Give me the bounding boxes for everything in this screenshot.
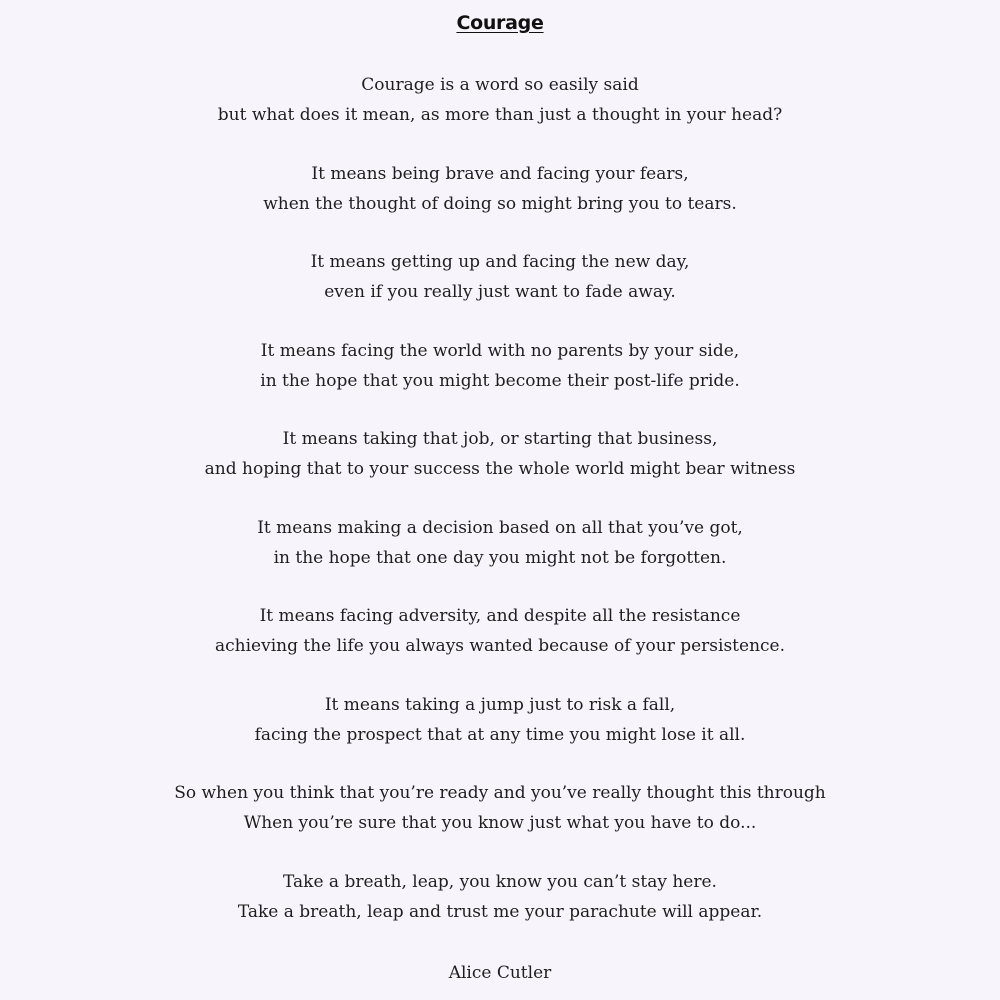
stanza-7 — [0, 601, 1000, 690]
poem-line: It means taking a jump just to risk a fall, — [324, 694, 676, 715]
poem-line: It means facing adversity, and despite all the resistance — [259, 606, 741, 626]
stanza-3 — [0, 247, 1000, 336]
poem-line: but what does it mean, as more than just a thought in your head? — [217, 105, 783, 125]
stanza-1 — [0, 70, 1000, 159]
poem-line: Take a breath, leap, you know you can’t stay here. — [283, 871, 717, 892]
poem-line: and hoping that to your success the whole world might bear witness — [204, 459, 796, 479]
stanza-6 — [0, 513, 1000, 602]
poem-line: in the hope that you might become their post-life pride. — [260, 370, 740, 391]
stanza-8 — [0, 690, 1000, 779]
poem-line: It means taking that job, or starting that business, — [282, 429, 718, 449]
poem-line: When you’re sure that you know just what you have to do... — [243, 813, 757, 833]
poem-line: when the thought of doing so might bring you to tears. — [263, 193, 737, 214]
stanza-2 — [0, 159, 1000, 248]
stanza-10 — [0, 867, 1000, 956]
poem-line: in the hope that one day you might not be forgotten. — [273, 547, 727, 568]
poem-author: Alice Cutler — [448, 963, 552, 983]
poem-line: facing the prospect that at any time you might lose it all. — [254, 724, 746, 745]
stanza-4 — [0, 336, 1000, 425]
poem-line: It means making a decision based on all that you’ve got, — [257, 517, 743, 538]
poem-line: It means getting up and facing the new day, — [310, 252, 690, 272]
poem-line: Take a breath, leap and trust me your parachute will appear. — [237, 901, 763, 922]
poem-body — [0, 70, 1000, 955]
poem-line: So when you think that you’re ready and you’ve really thought this through — [174, 783, 826, 803]
poem-line: achieving the life you always wanted because of your persistence. — [214, 636, 785, 656]
stanza-5 — [0, 424, 1000, 513]
poem-title: Courage — [456, 12, 544, 34]
poem-line: It means facing the world with no parents by your side, — [260, 340, 740, 361]
poem-line: even if you really just want to fade away. — [324, 282, 676, 302]
stanza-9 — [0, 778, 1000, 867]
poem-line: Courage is a word so easily said — [361, 75, 639, 95]
poem-line: It means being brave and facing your fears, — [311, 163, 689, 184]
